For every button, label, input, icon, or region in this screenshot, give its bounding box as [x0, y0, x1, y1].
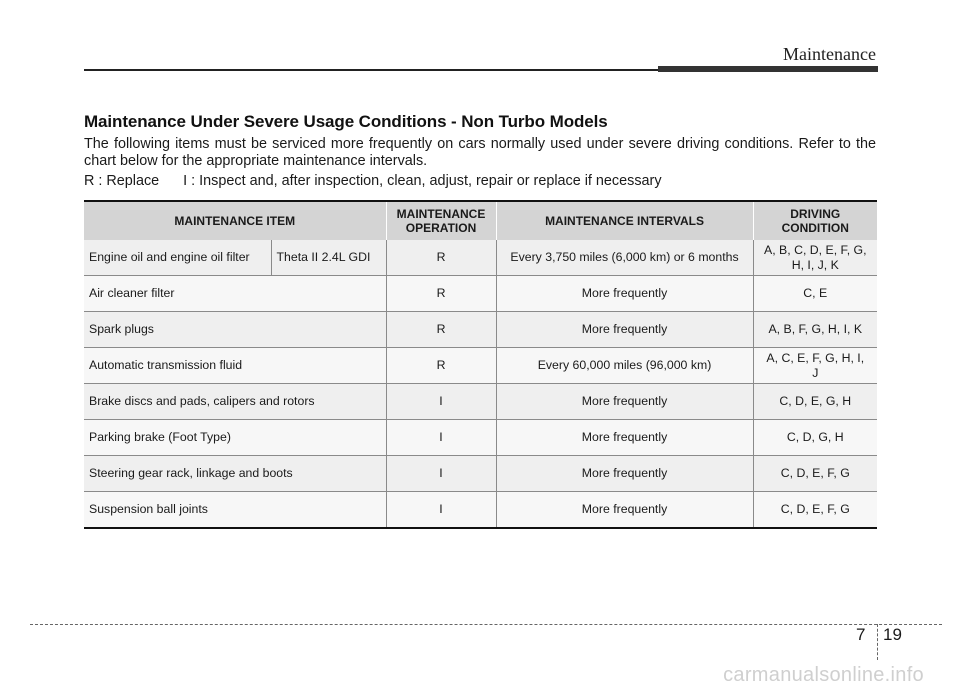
maintenance-table [84, 200, 877, 529]
table-row [84, 384, 877, 420]
table-row [84, 456, 877, 492]
watermark: carmanualsonline.info [723, 664, 924, 686]
page-number: 19 [883, 625, 902, 644]
table-row [84, 276, 877, 312]
interval-cell: More frequently [496, 456, 753, 492]
chapter-number: 7 [856, 625, 866, 644]
condition-cell: C, D, E, G, H [753, 384, 877, 420]
operation-cell: I [386, 384, 496, 420]
item-cell: Engine oil and engine oil filter [84, 240, 271, 276]
intro-paragraph: The following items must be serviced more frequently on cars normally used under severe driving conditions. Refer to the chart below for the appropriate maintenance intervals. [84, 136, 876, 169]
table-row [84, 492, 877, 529]
column-header-operation: MAINTENANCE OPERATION [386, 201, 496, 240]
item-cell: Spark plugs [84, 312, 386, 348]
item-cell: Air cleaner filter [84, 276, 386, 312]
operation-cell: I [386, 492, 496, 529]
engine-variant-cell: Theta II 2.4L GDI [271, 240, 386, 276]
interval-cell: Every 60,000 miles (96,000 km) [496, 348, 753, 384]
condition-cell: C, D, E, F, G [753, 492, 877, 529]
interval-cell: Every 3,750 miles (6,000 km) or 6 months [496, 240, 753, 276]
condition-cell: C, D, E, F, G [753, 456, 877, 492]
interval-cell: More frequently [496, 420, 753, 456]
item-cell: Steering gear rack, linkage and boots [84, 456, 386, 492]
table-row [84, 240, 877, 276]
legend-text: R : Replace I : Inspect and, after inspection, clean, adjust, repair or replace if necessary [84, 173, 662, 189]
interval-cell: More frequently [496, 492, 753, 529]
column-header-item: MAINTENANCE ITEM [84, 201, 386, 240]
column-header-condition: DRIVING CONDITION [753, 201, 877, 240]
interval-cell: More frequently [496, 384, 753, 420]
item-cell: Automatic transmission fluid [84, 348, 386, 384]
operation-cell: R [386, 312, 496, 348]
item-cell: Suspension ball joints [84, 492, 386, 529]
interval-cell: More frequently [496, 276, 753, 312]
item-cell: Brake discs and pads, calipers and rotors [84, 384, 386, 420]
item-cell: Parking brake (Foot Type) [84, 420, 386, 456]
condition-cell: A, C, E, F, G, H, I, J [753, 348, 877, 384]
condition-cell: A, B, F, G, H, I, K [753, 312, 877, 348]
footer-divider [30, 624, 942, 625]
table-row [84, 348, 877, 384]
interval-cell: More frequently [496, 312, 753, 348]
section-title: Maintenance [783, 44, 876, 64]
header-rule [84, 69, 658, 71]
table-row [84, 420, 877, 456]
column-header-intervals: MAINTENANCE INTERVALS [496, 201, 753, 240]
condition-cell: A, B, C, D, E, F, G, H, I, J, K [753, 240, 877, 276]
condition-cell: C, D, G, H [753, 420, 877, 456]
header-rule-accent [658, 66, 878, 72]
operation-cell: R [386, 348, 496, 384]
table-header-row [84, 201, 877, 240]
page-number-divider [877, 624, 878, 660]
operation-cell: R [386, 276, 496, 312]
page-heading: Maintenance Under Severe Usage Conditions - Non Turbo Models [84, 112, 608, 131]
table-row [84, 312, 877, 348]
condition-cell: C, E [753, 276, 877, 312]
operation-cell: R [386, 240, 496, 276]
operation-cell: I [386, 420, 496, 456]
operation-cell: I [386, 456, 496, 492]
